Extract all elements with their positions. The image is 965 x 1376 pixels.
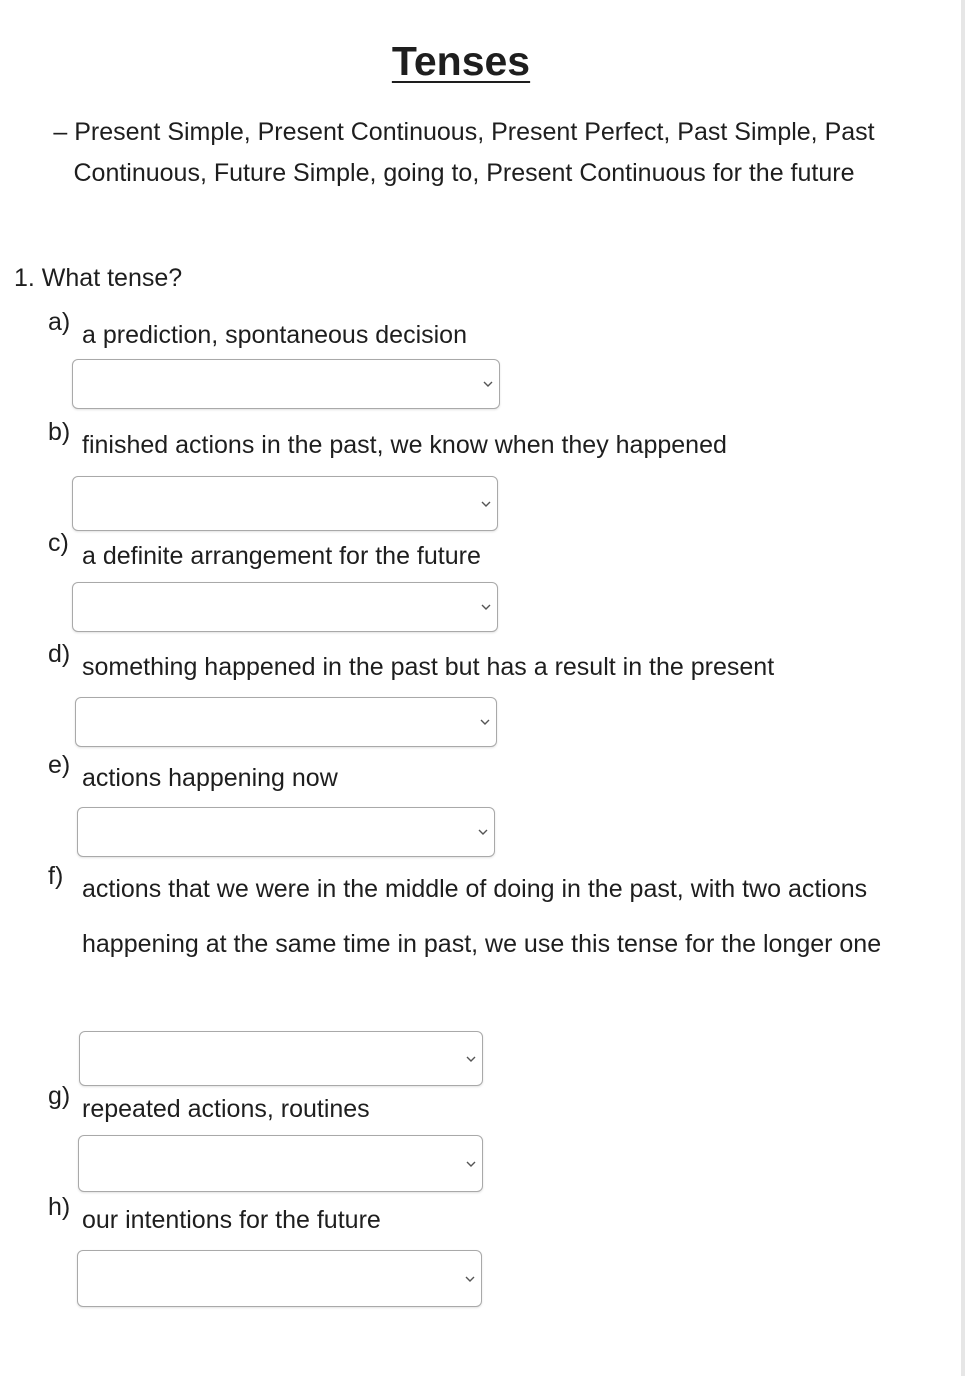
item-text: actions that we were in the middle of doing in the past, with two actions happening at the same time in past, we use this tense for the longer one xyxy=(82,875,882,958)
item-e xyxy=(48,751,928,806)
answer-select-g[interactable] xyxy=(78,1135,483,1192)
item-letter: b) xyxy=(48,418,71,446)
answer-select-e[interactable] xyxy=(77,807,495,857)
chevron-down-icon xyxy=(465,1275,475,1282)
answer-select-f[interactable] xyxy=(79,1031,483,1086)
answer-select-b[interactable] xyxy=(72,476,498,531)
page-title: Tenses xyxy=(391,38,531,84)
item-c xyxy=(48,529,928,584)
chevron-down-icon xyxy=(483,381,493,388)
item-text: our intentions for the future xyxy=(82,1206,381,1234)
item-letter: g) xyxy=(48,1082,71,1110)
chevron-down-icon xyxy=(480,719,490,726)
item-h xyxy=(48,1193,928,1248)
item-text: actions happening now xyxy=(82,764,338,792)
chevron-down-icon xyxy=(481,604,491,611)
answer-select-a[interactable] xyxy=(72,359,500,409)
item-a xyxy=(48,308,928,363)
chevron-down-icon xyxy=(478,829,488,836)
item-letter: f) xyxy=(48,862,64,890)
answer-select-d[interactable] xyxy=(75,697,497,747)
item-text: a prediction, spontaneous decision xyxy=(82,321,467,349)
answer-select-c[interactable] xyxy=(72,582,498,632)
chevron-down-icon xyxy=(466,1055,476,1062)
item-text: something happened in the past but has a result in the present xyxy=(82,653,775,681)
tense-list: – Present Simple, Present Continuous, Present Perfect, Past Simple, Past Continuous, Future Simple, going to, Present Continuous for the future xyxy=(53,118,875,187)
item-f xyxy=(48,862,928,972)
item-letter: h) xyxy=(48,1193,71,1221)
item-letter: c) xyxy=(48,529,69,557)
item-g xyxy=(48,1082,928,1137)
item-text: repeated actions, routines xyxy=(82,1095,370,1123)
answer-select-h[interactable] xyxy=(77,1250,482,1307)
item-text: finished actions in the past, we know when they happened xyxy=(82,431,727,459)
item-letter: a) xyxy=(48,308,71,336)
item-letter: e) xyxy=(48,751,71,779)
chevron-down-icon xyxy=(481,500,491,507)
chevron-down-icon xyxy=(466,1160,476,1167)
item-d xyxy=(48,640,928,695)
item-letter: d) xyxy=(48,640,71,668)
item-b xyxy=(48,418,928,473)
item-text: a definite arrangement for the future xyxy=(82,542,481,570)
question-heading: 1. What tense? xyxy=(14,264,183,292)
page-edge xyxy=(961,0,965,1376)
